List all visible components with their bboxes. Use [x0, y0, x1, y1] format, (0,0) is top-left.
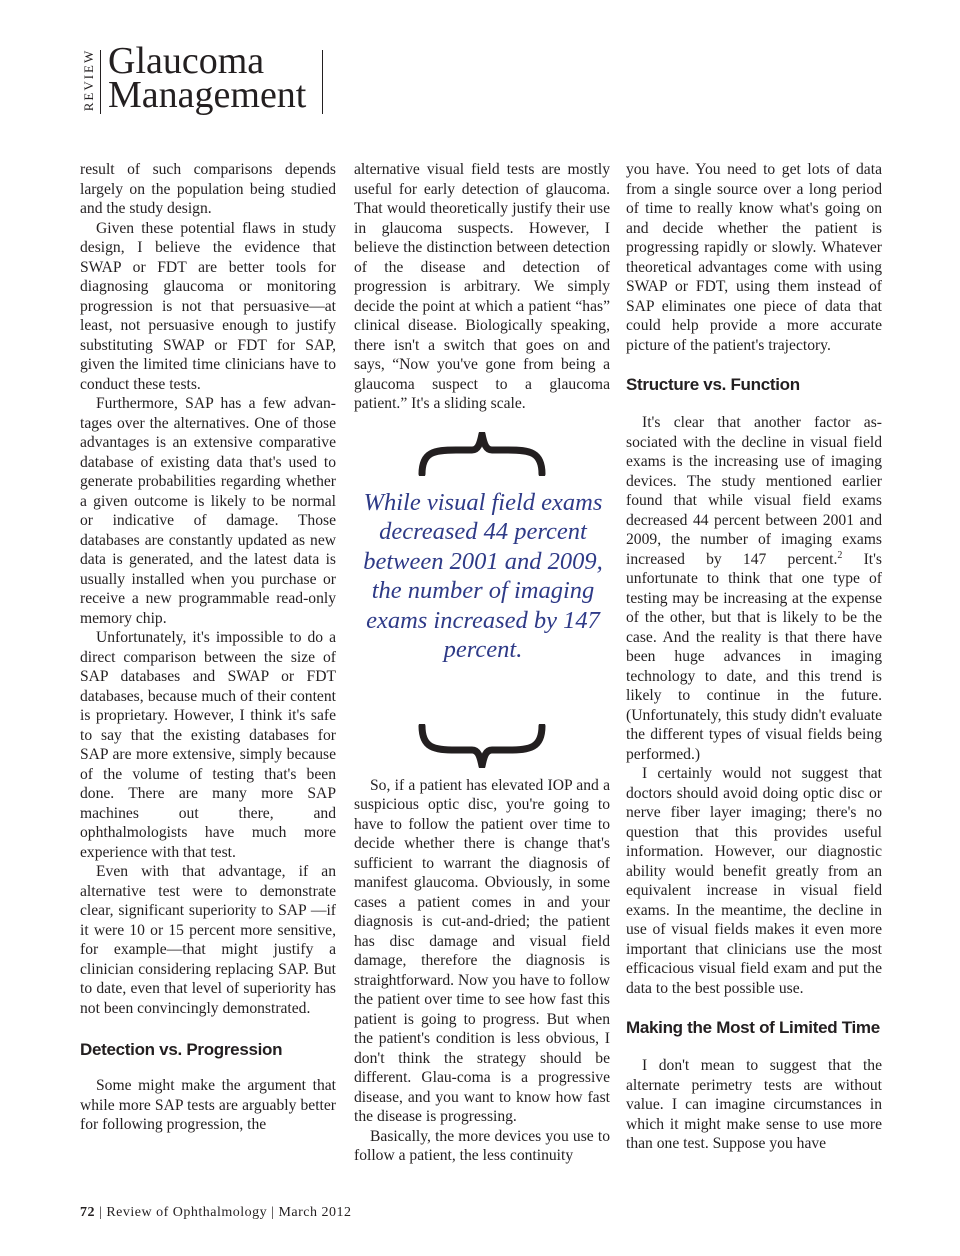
pull-quote	[354, 432, 610, 768]
page-number: 72	[80, 1205, 95, 1220]
paragraph-text: It's clear that another factor as-sociated with the decline in visual field exams is the increasing use of imaging devices. The study mentioned earlier found that while visual field exams decreased 44 percent between 2001 and 2009, the number of imaging exams increased by 147 percent.	[626, 414, 882, 568]
pull-quote-text: While visual field exams decreased 44 percent between 2001 and 2009, the number of imaging exams increased by 147 percent.	[363, 488, 603, 663]
footer-separator: |	[271, 1205, 275, 1220]
section-title-line2: Management	[108, 74, 307, 116]
paragraph: Even with that advantage, if an alternative test were to demonstrate clear, significant superiority to SAP —if it were 10 or 15 percent more sensitive, for example—that might justify a clinician considering replacing SAP. But to date, even that level of superiority has not been convincingly demonstrated.	[80, 863, 336, 1017]
paragraph: Some might make the argument that while more SAP tests are arguably better for following progression, the	[80, 1077, 336, 1133]
page-footer	[80, 1205, 351, 1221]
column-3	[626, 160, 882, 1154]
paragraph-text: It's unfortunate to think that one type of testing may be increasing at the expense of the other, but that is likely to be the case. And the reality is that there have been huge advances in imaging technology to date, and this trend is likely to continue in the future. (Unfortunately, this study didn't evaluate the different types of visual fields being performed.)	[626, 550, 882, 763]
paragraph: Basically, the more devices you use to follow a patient, the less continuity	[354, 1127, 610, 1164]
header-rule-right	[322, 50, 323, 114]
paragraph: you have. You need to get lots of data from a single source over a long period of time to really know what's going on and decide whether the patient is progressing rapidly or slowly. Whatever theoretical advantages come with using SWAP or FDT, using them instead of SAP eliminates one piece of data that could help provide a more accurate picture of the patient's trajectory.	[626, 161, 882, 354]
section-title	[108, 40, 307, 116]
paragraph: So, if a patient has elevated IOP and a suspicious optic disc, you're going to have to follow the patient over time to decide whether there is change that's sufficient to warrant the diagnosis of manifest glaucoma. Obviously, in some cases a patient comes in and your diagnosis is cut-and-dried; the patient has disc damage and visual field damage, therefore the diagnosis is straightforward. Now you have to follow the patient over time to see how fast this patient is going to progress. But when the patient's condition is less obvious, I don't think the strategy should be different. Glau-coma is a progressive disease, and you want to know how fast the disease is progressing.	[354, 776, 610, 1125]
issue-date: March 2012	[278, 1205, 352, 1220]
paragraph: Unfortunately, it's impossible to do a direct comparison between the size of SAP databases and SWAP or FDT databases, because much of their content is proprietary. However, I think it's safe to say that the existing databases for SAP are more extensive, simply because of the volume of testing that's been done. There are many more SAP machines out there, and ophthalmologists have much more experience with that test.	[80, 629, 336, 861]
close-brace-icon	[416, 724, 548, 768]
column-1	[80, 160, 336, 1135]
paragraph: Given these potential flaws in study design, I believe the evidence that SWAP or FDT are better tools for diagnosing glaucoma or monitoring progression is not that persuasive—at least, not persuasive enough to justify substituting SWAP or FDT for SAP, given the limited time clinicians have to conduct these tests.	[80, 219, 336, 393]
subheading-making: Making the Most of Limited Time	[626, 1018, 880, 1037]
open-brace-icon	[416, 432, 548, 476]
section-tag-label: REVIEW	[81, 48, 96, 112]
footer-separator: |	[99, 1205, 103, 1220]
subheading-detection: Detection vs. Progression	[80, 1040, 283, 1059]
section-title-line1: Glaucoma	[108, 40, 265, 82]
section-tag	[78, 44, 98, 120]
column-2	[354, 160, 610, 1166]
paragraph: I don't mean to suggest that the alternate perimetry tests are without value. I can imagine circumstances in which it might make sense to use more than one test. Suppose you have	[626, 1057, 882, 1152]
paragraph: alternative visual field tests are mostly useful for early detection of glaucoma. That would theoretically justify their use in glaucoma suspects. However, I believe the distinction between detection of the disease and detection of progression is arbitrary. We simply decide the point at which a patient “has” clinical disease. Biologically speaking, there isn't a switch that goes on and says, “Now you've gone from being a glaucoma suspect to a glaucoma patient.” It's a sliding scale.	[354, 161, 610, 412]
paragraph: I certainly would not suggest that doctors should avoid doing optic disc or nerve fiber layer imaging; there's no question that this provides useful information. However, our diagnostic ability would benefit greatly from an equivalent increase in visual field exams. In the meantime, the decline in use of visual fields makes it even more important that clinicians use the most efficacious visual field exam and put the data to the best possible use.	[626, 765, 882, 997]
subheading-structure: Structure vs. Function	[626, 375, 800, 394]
paragraph	[626, 413, 882, 764]
header-rule-left	[100, 50, 101, 114]
publication-name: Review of Ophthalmology	[106, 1205, 268, 1220]
reference-marker: 2	[837, 549, 843, 561]
paragraph: result of such comparisons depends largely on the population being studied and the study design.	[80, 161, 336, 217]
paragraph: Furthermore, SAP has a few advan-tages over the alternatives. One of those advantages is an extensive comparative database of existing data that's used to generate probabilities regarding whether a given outcome is likely to be normal or indicative of damage. Those databases are constantly updated as new data is generated, and the latest data is usually installed when you purchase or receive a new programmable read-only memory chip.	[80, 395, 336, 627]
